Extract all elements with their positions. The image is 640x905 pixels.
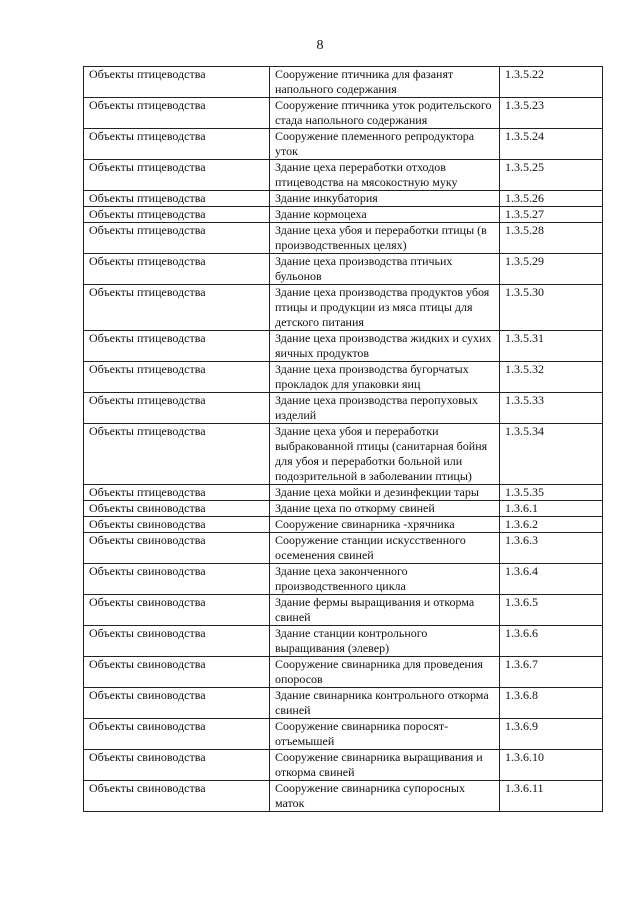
- object-type-cell: Объекты свиноводства: [84, 657, 270, 688]
- table-row: [84, 160, 603, 191]
- table-row: [84, 98, 603, 129]
- object-type-cell: Объекты птицеводства: [84, 254, 270, 285]
- object-type-cell: Объекты свиноводства: [84, 750, 270, 781]
- object-type-cell: Объекты свиноводства: [84, 626, 270, 657]
- object-type-cell: Объекты птицеводства: [84, 129, 270, 160]
- table-row: [84, 191, 603, 207]
- object-name-cell: Сооружение свинарника -хрячника: [270, 517, 500, 533]
- object-name-cell: Здание цеха производства продуктов убоя птицы и продукции из мяса птицы для детского питания: [270, 285, 500, 331]
- object-code-cell: 1.3.5.32: [500, 362, 603, 393]
- object-type-cell: Объекты свиноводства: [84, 719, 270, 750]
- table-row: [84, 207, 603, 223]
- object-code-cell: 1.3.5.24: [500, 129, 603, 160]
- object-name-cell: Здание цеха законченного производственного цикла: [270, 564, 500, 595]
- object-type-cell: Объекты птицеводства: [84, 207, 270, 223]
- table-row: [84, 67, 603, 98]
- object-name-cell: Здание инкубатория: [270, 191, 500, 207]
- object-name-cell: Сооружение станции искусственного осеменения свиней: [270, 533, 500, 564]
- object-code-cell: 1.3.5.28: [500, 223, 603, 254]
- table-row: [84, 657, 603, 688]
- object-name-cell: Здание цеха убоя и переработки выбракованной птицы (санитарная бойня для убоя и переработки больной или подозрительной в заболевании птицы): [270, 424, 500, 485]
- object-type-cell: Объекты свиноводства: [84, 501, 270, 517]
- table-row: [84, 254, 603, 285]
- object-code-cell: 1.3.6.10: [500, 750, 603, 781]
- table-row: [84, 781, 603, 812]
- table-row: [84, 393, 603, 424]
- object-type-cell: Объекты птицеводства: [84, 223, 270, 254]
- object-type-cell: Объекты птицеводства: [84, 67, 270, 98]
- object-name-cell: Сооружение птичника уток родительского стада напольного содержания: [270, 98, 500, 129]
- object-code-cell: 1.3.5.27: [500, 207, 603, 223]
- object-name-cell: Сооружение свинарника супоросных маток: [270, 781, 500, 812]
- object-code-cell: 1.3.6.4: [500, 564, 603, 595]
- object-code-cell: 1.3.6.2: [500, 517, 603, 533]
- table-row: [84, 501, 603, 517]
- table-row: [84, 285, 603, 331]
- table-row: [84, 331, 603, 362]
- table-row: [84, 485, 603, 501]
- table-row: [84, 595, 603, 626]
- table-row: [84, 424, 603, 485]
- object-code-cell: 1.3.5.25: [500, 160, 603, 191]
- object-name-cell: Здание цеха производства птичьих бульонов: [270, 254, 500, 285]
- page-number: 8: [316, 38, 324, 53]
- object-type-cell: Объекты свиноводства: [84, 517, 270, 533]
- object-type-cell: Объекты свиноводства: [84, 688, 270, 719]
- object-code-cell: 1.3.6.9: [500, 719, 603, 750]
- object-name-cell: Здание цеха производства бугорчатых прокладок для упаковки яиц: [270, 362, 500, 393]
- table-row: [84, 688, 603, 719]
- object-type-cell: Объекты свиноводства: [84, 781, 270, 812]
- object-name-cell: Сооружение свинарника выращивания и откорма свиней: [270, 750, 500, 781]
- object-code-cell: 1.3.6.11: [500, 781, 603, 812]
- table-row: [84, 533, 603, 564]
- table-row: [84, 719, 603, 750]
- table-row: [84, 517, 603, 533]
- object-code-cell: 1.3.5.26: [500, 191, 603, 207]
- object-type-cell: Объекты свиноводства: [84, 595, 270, 626]
- table-row: [84, 129, 603, 160]
- object-type-cell: Объекты птицеводства: [84, 285, 270, 331]
- object-name-cell: Здание цеха убоя и переработки птицы (в производственных целях): [270, 223, 500, 254]
- table-row: [84, 223, 603, 254]
- table-row: [84, 626, 603, 657]
- object-code-cell: 1.3.5.29: [500, 254, 603, 285]
- object-name-cell: Здание свинарника контрольного откорма свиней: [270, 688, 500, 719]
- object-code-cell: 1.3.5.23: [500, 98, 603, 129]
- object-name-cell: Здание кормоцеха: [270, 207, 500, 223]
- object-name-cell: Сооружение свинарника для проведения опоросов: [270, 657, 500, 688]
- table-row: [84, 362, 603, 393]
- object-type-cell: Объекты птицеводства: [84, 393, 270, 424]
- object-code-cell: 1.3.5.30: [500, 285, 603, 331]
- object-code-cell: 1.3.6.3: [500, 533, 603, 564]
- table-body: [84, 67, 603, 812]
- object-code-cell: 1.3.5.34: [500, 424, 603, 485]
- object-type-cell: Объекты свиноводства: [84, 533, 270, 564]
- object-type-cell: Объекты птицеводства: [84, 424, 270, 485]
- object-code-cell: 1.3.6.1: [500, 501, 603, 517]
- object-code-cell: 1.3.5.33: [500, 393, 603, 424]
- object-type-cell: Объекты птицеводства: [84, 160, 270, 191]
- object-name-cell: Здание цеха производства жидких и сухих яичных продуктов: [270, 331, 500, 362]
- object-code-cell: 1.3.6.5: [500, 595, 603, 626]
- object-code-cell: 1.3.5.31: [500, 331, 603, 362]
- object-type-cell: Объекты птицеводства: [84, 98, 270, 129]
- object-type-cell: Объекты свиноводства: [84, 564, 270, 595]
- object-type-cell: Объекты птицеводства: [84, 191, 270, 207]
- object-type-cell: Объекты птицеводства: [84, 331, 270, 362]
- object-name-cell: Здание фермы выращивания и откорма свиней: [270, 595, 500, 626]
- object-name-cell: Сооружение птичника для фазанят напольного содержания: [270, 67, 500, 98]
- object-name-cell: Сооружение свинарника поросят-отъемышей: [270, 719, 500, 750]
- object-name-cell: Сооружение племенного репродуктора уток: [270, 129, 500, 160]
- object-name-cell: Здание станции контрольного выращивания (элевер): [270, 626, 500, 657]
- table-row: [84, 750, 603, 781]
- object-type-cell: Объекты птицеводства: [84, 362, 270, 393]
- object-name-cell: Здание цеха производства перопуховых изделий: [270, 393, 500, 424]
- classification-table: [83, 66, 603, 812]
- object-code-cell: 1.3.5.35: [500, 485, 603, 501]
- object-type-cell: Объекты птицеводства: [84, 485, 270, 501]
- object-name-cell: Здание цеха переработки отходов птицеводства на мясокостную муку: [270, 160, 500, 191]
- object-code-cell: 1.3.6.6: [500, 626, 603, 657]
- object-code-cell: 1.3.6.8: [500, 688, 603, 719]
- object-name-cell: Здание цеха мойки и дезинфекции тары: [270, 485, 500, 501]
- object-code-cell: 1.3.5.22: [500, 67, 603, 98]
- object-code-cell: 1.3.6.7: [500, 657, 603, 688]
- object-name-cell: Здание цеха по откорму свиней: [270, 501, 500, 517]
- table-row: [84, 564, 603, 595]
